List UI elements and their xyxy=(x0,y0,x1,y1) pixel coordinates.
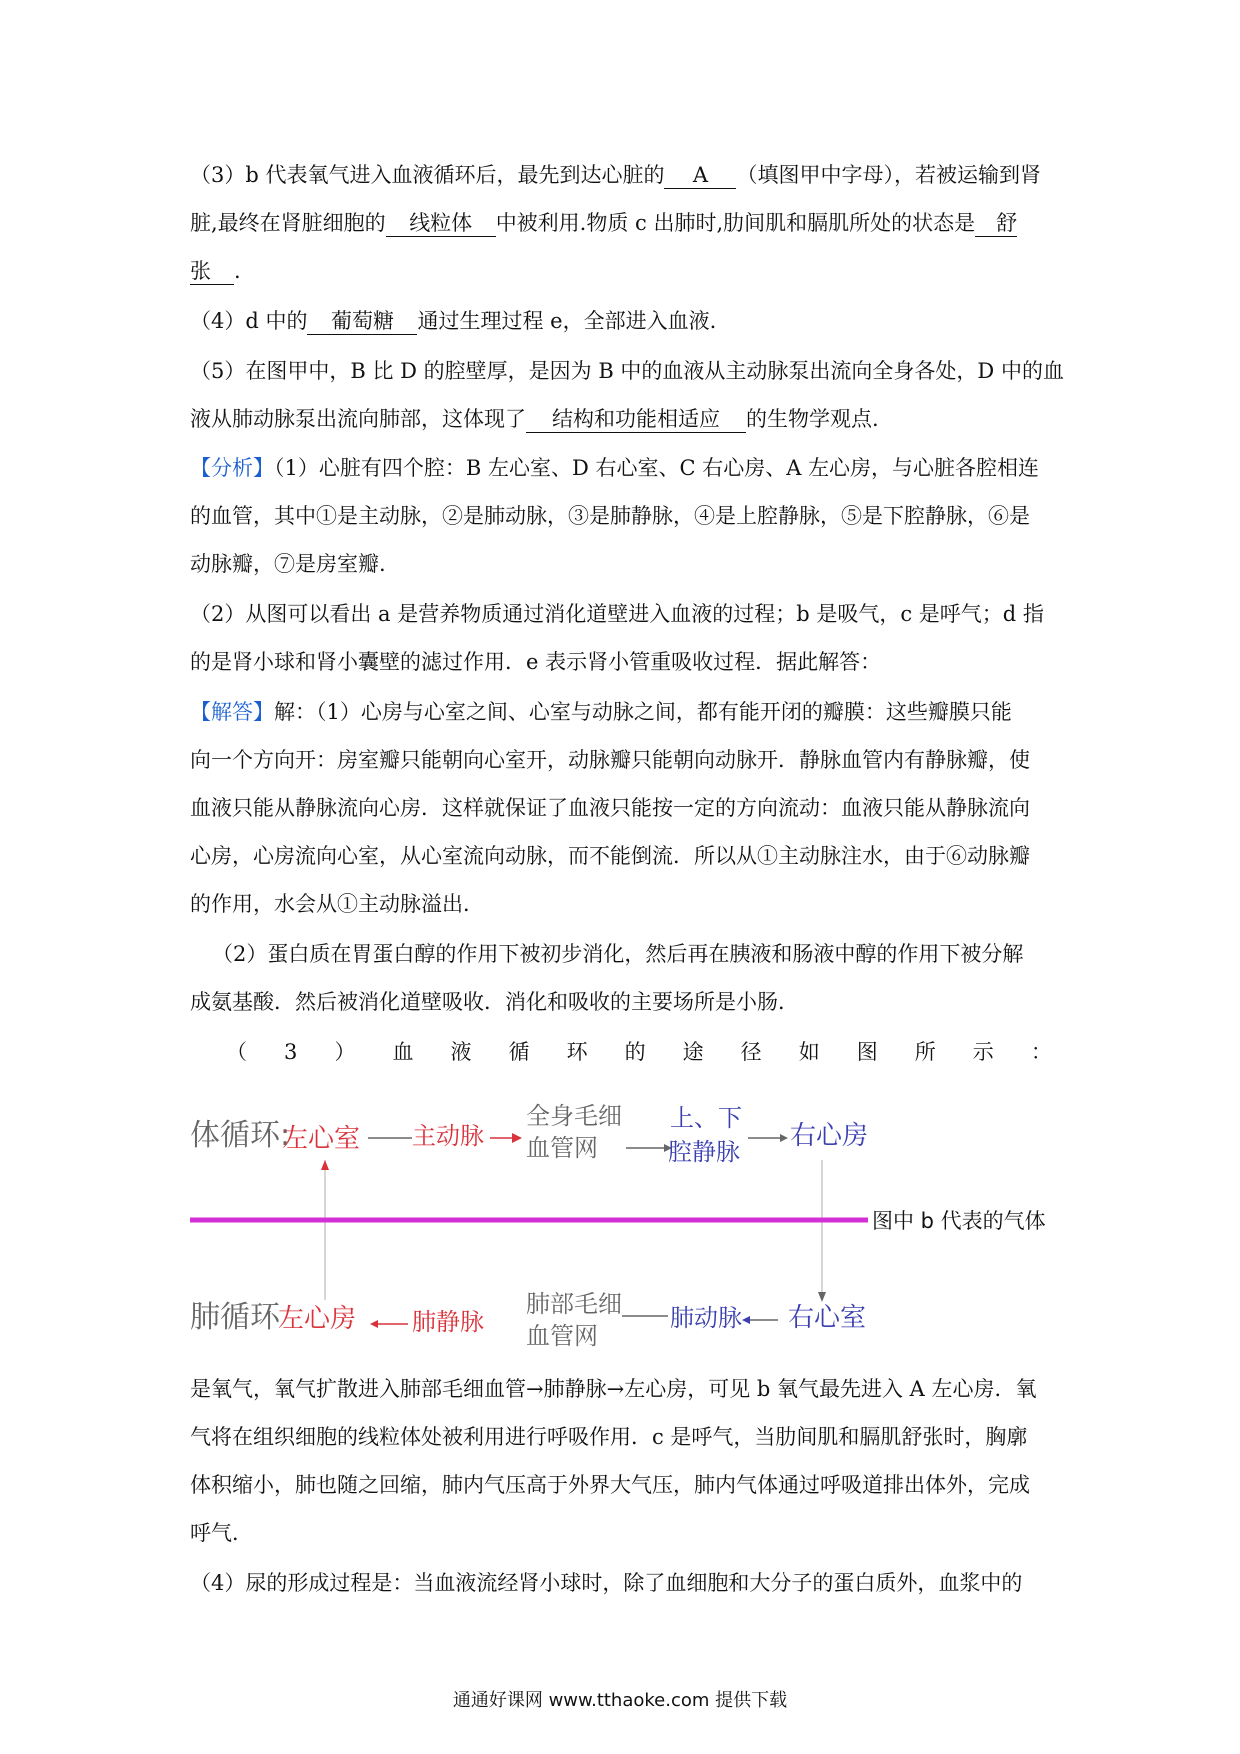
arrow-head xyxy=(742,1316,750,1324)
systemic-circulation-label: 体循环: xyxy=(190,1118,291,1153)
q5-line-1: （5）在图甲中，B 比 D 的腔壁厚，是因为 B 中的血液从主动脉泵出流向全身各处，D 中的血 xyxy=(190,359,1064,383)
answer-line-2: 向一个方向开：房室瓣只能朝向心室开，动脉瓣只能朝向动脉开．静脉血管内有静脉瓣，使 xyxy=(190,748,1030,772)
spread-char: （ xyxy=(226,1040,247,1064)
pulmonary-vein: 肺静脉 xyxy=(412,1308,484,1336)
spread-char: 所 xyxy=(914,1040,936,1064)
after-line-2: 气将在组织细胞的线粒体处被利用进行呼吸作用．c 是呼气，当肋间肌和膈肌舒张时，胸廓 xyxy=(190,1425,1028,1449)
q4-text: 通过生理过程 e，全部进入血液. xyxy=(417,309,717,333)
analysis-text: （1）心脏有四个腔：B 左心室、D 右心室、C 右心房、A 左心房，与心脏各腔相连 xyxy=(274,456,1040,480)
spread-char: 途 xyxy=(682,1040,704,1064)
q3-line-1 xyxy=(190,160,1060,190)
analysis-tag: 【分析】 xyxy=(190,456,274,480)
q3-line-2 xyxy=(190,208,1060,238)
arrow-head xyxy=(512,1133,522,1143)
pulmonary-left-atrium: 左心房 xyxy=(278,1304,357,1334)
arrow-head xyxy=(818,1292,826,1302)
systemic-vena-cava-1: 上、下 xyxy=(670,1104,742,1132)
q4-line xyxy=(190,306,1060,336)
q3-text: 脏,最终在肾脏细胞的 xyxy=(190,211,386,235)
spread-char: 血 xyxy=(392,1040,414,1064)
q5-answer-blank: 结构和功能相适应 xyxy=(526,406,746,433)
spread-char: 环 xyxy=(566,1040,588,1064)
after-line-4: 呼气． xyxy=(190,1521,253,1545)
answer-line-1 xyxy=(190,697,1060,727)
systemic-capillary-2: 血管网 xyxy=(526,1134,598,1162)
systemic-right-atrium: 右心房 xyxy=(790,1121,869,1151)
pulmonary-artery: 肺动脉 xyxy=(670,1304,742,1332)
after-line-3: 体积缩小，肺也随之回缩，肺内气压高于外界大气压，肺内气体通过呼吸道排出体外，完成 xyxy=(190,1473,1030,1497)
q3-answer-blank-2: 线粒体 xyxy=(386,210,496,237)
spread-char: 示 xyxy=(972,1040,994,1064)
q5-line-2 xyxy=(190,404,1060,434)
analysis-line-4: （2）从图可以看出 a 是营养物质通过消化道壁进入血液的过程；b 是吸气，c 是呼气；d 指 xyxy=(190,602,1044,626)
spread-char: 3 xyxy=(284,1040,298,1064)
q3-line-3 xyxy=(190,256,1060,286)
spread-char: 如 xyxy=(798,1040,820,1064)
systemic-vena-cava-2: 腔静脉 xyxy=(668,1138,740,1166)
spread-char: ） xyxy=(334,1040,356,1064)
pulmonary-capillary-1: 肺部毛细 xyxy=(526,1290,622,1318)
q5-text: 液从肺动脉泵出流向肺部，这体现了 xyxy=(190,407,526,431)
page-footer: 通通好课网 www.tthaoke.com 提供下载 xyxy=(452,1690,788,1711)
analysis-line-3: 动脉瓣，⑦是房室瓣. xyxy=(190,552,386,576)
after-line-5: （4）尿的形成过程是：当血液流经肾小球时，除了血细胞和大分子的蛋白质外，血浆中的 xyxy=(190,1571,1023,1595)
pulmonary-right-ventricle: 右心室 xyxy=(788,1303,867,1333)
analysis-line-2: 的血管，其中①是主动脉，②是肺动脉，③是肺静脉，④是上腔静脉，⑤是下腔静脉，⑥是 xyxy=(190,504,1030,528)
systemic-left-ventricle: 左心室 xyxy=(282,1124,361,1154)
arrow-head xyxy=(780,1134,788,1142)
spread-char: 图 xyxy=(856,1040,878,1064)
q3-text: 中被利用.物质 c 出肺时,肋间肌和膈肌所处的状态是 xyxy=(495,211,976,235)
answer-text: 解：（1）心房与心室之间、心室与动脉之间，都有能开闭的瓣膜：这些瓣膜只能 xyxy=(274,700,1012,724)
q3-answer-blank-3a: 舒 xyxy=(975,210,1017,237)
analysis-line-1 xyxy=(190,453,1060,483)
answer-line-4: 心房，心房流向心室，从心室流向动脉，而不能倒流．所以从①主动脉注水，由于⑥动脉瓣 xyxy=(190,844,1030,868)
q4-answer-blank: 葡萄糖 xyxy=(307,308,417,335)
q3-text: . xyxy=(234,259,241,283)
q5-text: 的生物学观点. xyxy=(746,407,879,431)
q3-answer-blank-3b: 张 xyxy=(190,258,234,285)
answer-line-8 xyxy=(226,1037,1052,1067)
answer-line-6: （2）蛋白质在胃蛋白醇的作用下被初步消化，然后再在胰液和肠液中醇的作用下被分解 xyxy=(212,942,1024,966)
spread-char: 液 xyxy=(450,1040,472,1064)
answer-line-7: 成氨基酸．然后被消化道壁吸收．消化和吸收的主要场所是小肠． xyxy=(190,990,799,1014)
systemic-aorta: 主动脉 xyxy=(412,1122,484,1150)
q3-text: （填图甲中字母），若被运输到肾 xyxy=(736,163,1041,187)
arrow-head xyxy=(370,1320,378,1328)
answer-line-5: 的作用，水会从①主动脉溢出． xyxy=(190,892,484,916)
pulmonary-capillary-2: 血管网 xyxy=(526,1322,598,1350)
arrow-head xyxy=(321,1160,329,1170)
q3-text: （3）b 代表氧气进入血液循环后，最先到达心脏的 xyxy=(190,163,665,187)
spread-char: 的 xyxy=(624,1040,646,1064)
after-line-1: 是氧气，氧气扩散进入肺部毛细血管→肺静脉→左心房，可见 b 氧气最先进入 A 左心房．氧 xyxy=(190,1377,1037,1401)
gas-band-label: 图中 b 代表的气体 xyxy=(872,1209,1046,1233)
spread-char: 循 xyxy=(508,1040,530,1064)
blood-circulation-diagram xyxy=(0,1080,1240,1370)
answer-tag: 【解答】 xyxy=(190,700,274,724)
pulmonary-circulation-label: 肺循环 xyxy=(190,1300,280,1335)
q3-answer-blank-1: A xyxy=(664,162,736,189)
q4-text: （4）d 中的 xyxy=(190,309,308,333)
spread-char: 径 xyxy=(740,1040,762,1064)
analysis-line-5: 的是肾小球和肾小囊壁的滤过作用．e 表示肾小管重吸收过程．据此解答： xyxy=(190,650,882,674)
systemic-capillary-1: 全身毛细 xyxy=(526,1102,622,1130)
spread-char: ： xyxy=(1030,1040,1052,1064)
answer-line-3: 血液只能从静脉流向心房．这样就保证了血液只能按一定的方向流动：血液只能从静脉流向 xyxy=(190,796,1030,820)
